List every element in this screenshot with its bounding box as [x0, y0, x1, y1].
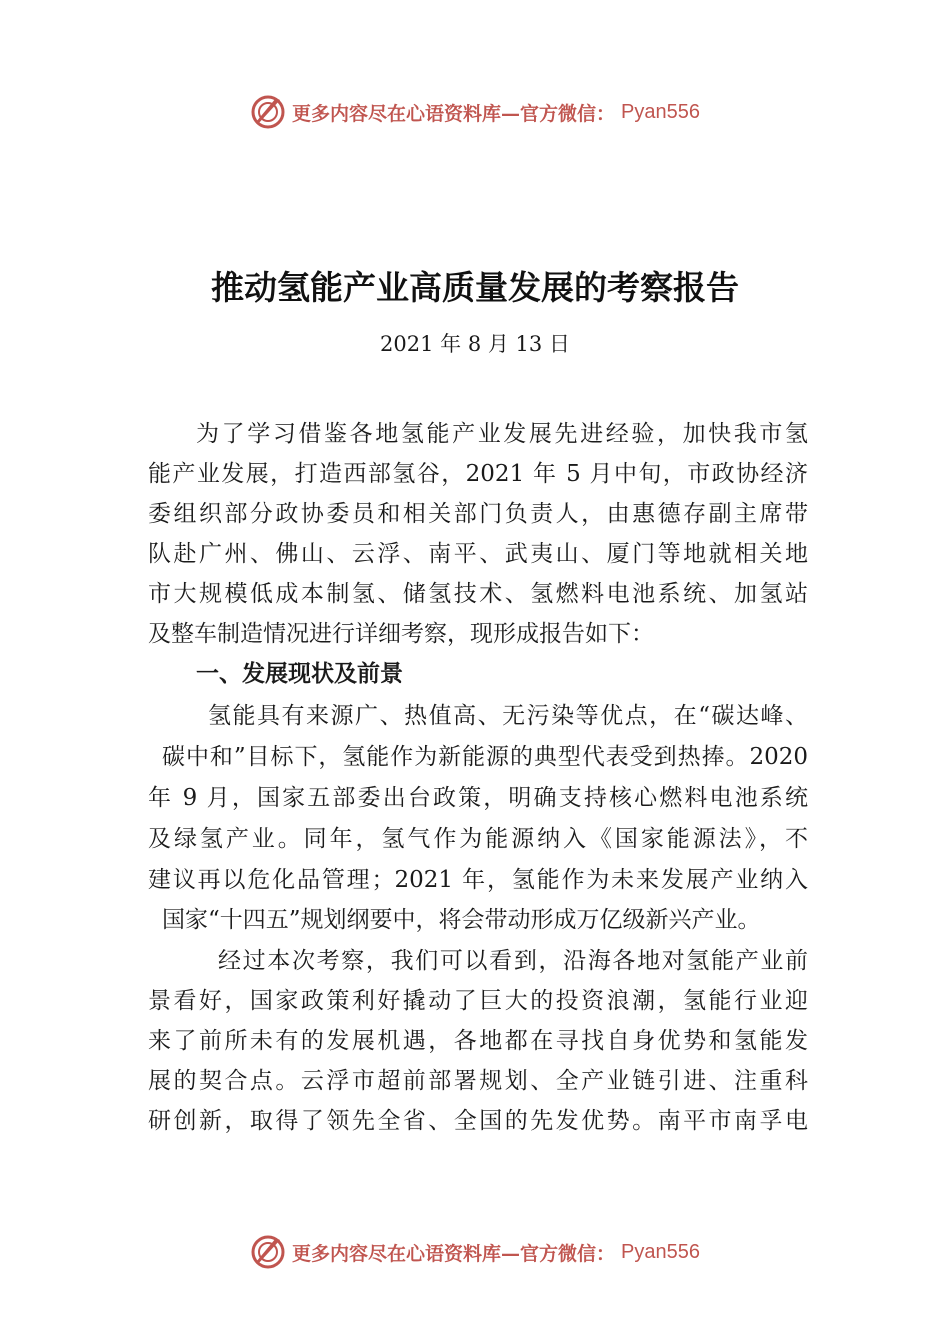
quill-logo-icon — [250, 94, 286, 130]
section-heading: 一、发展现状及前景 — [196, 661, 403, 687]
watermark-wechat-id: Pyan556 — [621, 1240, 700, 1263]
paragraph2-line: 碳中和”目标下，氢能作为新能源的典型代表受到热捧。2020 — [162, 744, 808, 770]
paragraph1-line: 市大规模低成本制氢、储氢技术、氢燃料电池系统、加氢站 — [148, 581, 808, 607]
paragraph3-line: 展的契合点。云浮市超前部署规划、全产业链引进、注重科 — [148, 1068, 808, 1094]
paragraph1-line: 及整车制造情况进行详细考察，现形成报告如下： — [148, 621, 654, 647]
document-date: 2021 年 8 月 13 日 — [380, 332, 570, 356]
footer-watermark — [0, 1234, 950, 1270]
paragraph1-line: 为了学习借鉴各地氢能产业发展先进经验，加快我市氢 — [196, 421, 808, 447]
header-watermark — [0, 94, 950, 130]
paragraph3-line: 来了前所未有的发展机遇，各地都在寻找自身优势和氢能发 — [148, 1028, 808, 1054]
paragraph2-line: 国家“十四五”规划纲要中，将会带动形成万亿级新兴产业。 — [162, 907, 761, 933]
paragraph3-line: 经过本次考察，我们可以看到，沿海各地对氢能产业前 — [218, 948, 808, 974]
paragraph3-line: 景看好，国家政策利好撬动了巨大的投资浪潮，氢能行业迎 — [148, 988, 808, 1014]
watermark-text: 更多内容尽在心语资料库—官方微信： — [292, 1242, 616, 1265]
paragraph1-line: 委组织部分政协委员和相关部门负责人，由惠德存副主席带 — [148, 501, 808, 527]
paragraph2-line: 氢能具有来源广、热值高、无污染等优点，在“碳达峰、 — [208, 703, 808, 729]
paragraph2-line: 及绿氢产业。同年，氢气作为能源纳入《国家能源法》，不 — [148, 826, 808, 852]
paragraph1-line: 能产业发展，打造西部氢谷，2021 年 5 月中旬，市政协经济 — [148, 461, 808, 487]
paragraph2-line: 年 9 月，国家五部委出台政策，明确支持核心燃料电池系统 — [148, 785, 808, 811]
watermark-text: 更多内容尽在心语资料库—官方微信： — [292, 102, 616, 125]
watermark-wechat-id: Pyan556 — [621, 100, 700, 123]
paragraph2-line: 建议再以危化品管理；2021 年，氢能作为未来发展产业纳入 — [148, 867, 808, 893]
paragraph1-line: 队赴广州、佛山、云浮、南平、武夷山、厦门等地就相关地 — [148, 541, 808, 567]
document-title: 推动氢能产业高质量发展的考察报告 — [211, 268, 739, 307]
paragraph3-line: 研创新，取得了领先全省、全国的先发优势。南平市南孚电 — [148, 1108, 808, 1134]
quill-logo-icon — [250, 1234, 286, 1270]
